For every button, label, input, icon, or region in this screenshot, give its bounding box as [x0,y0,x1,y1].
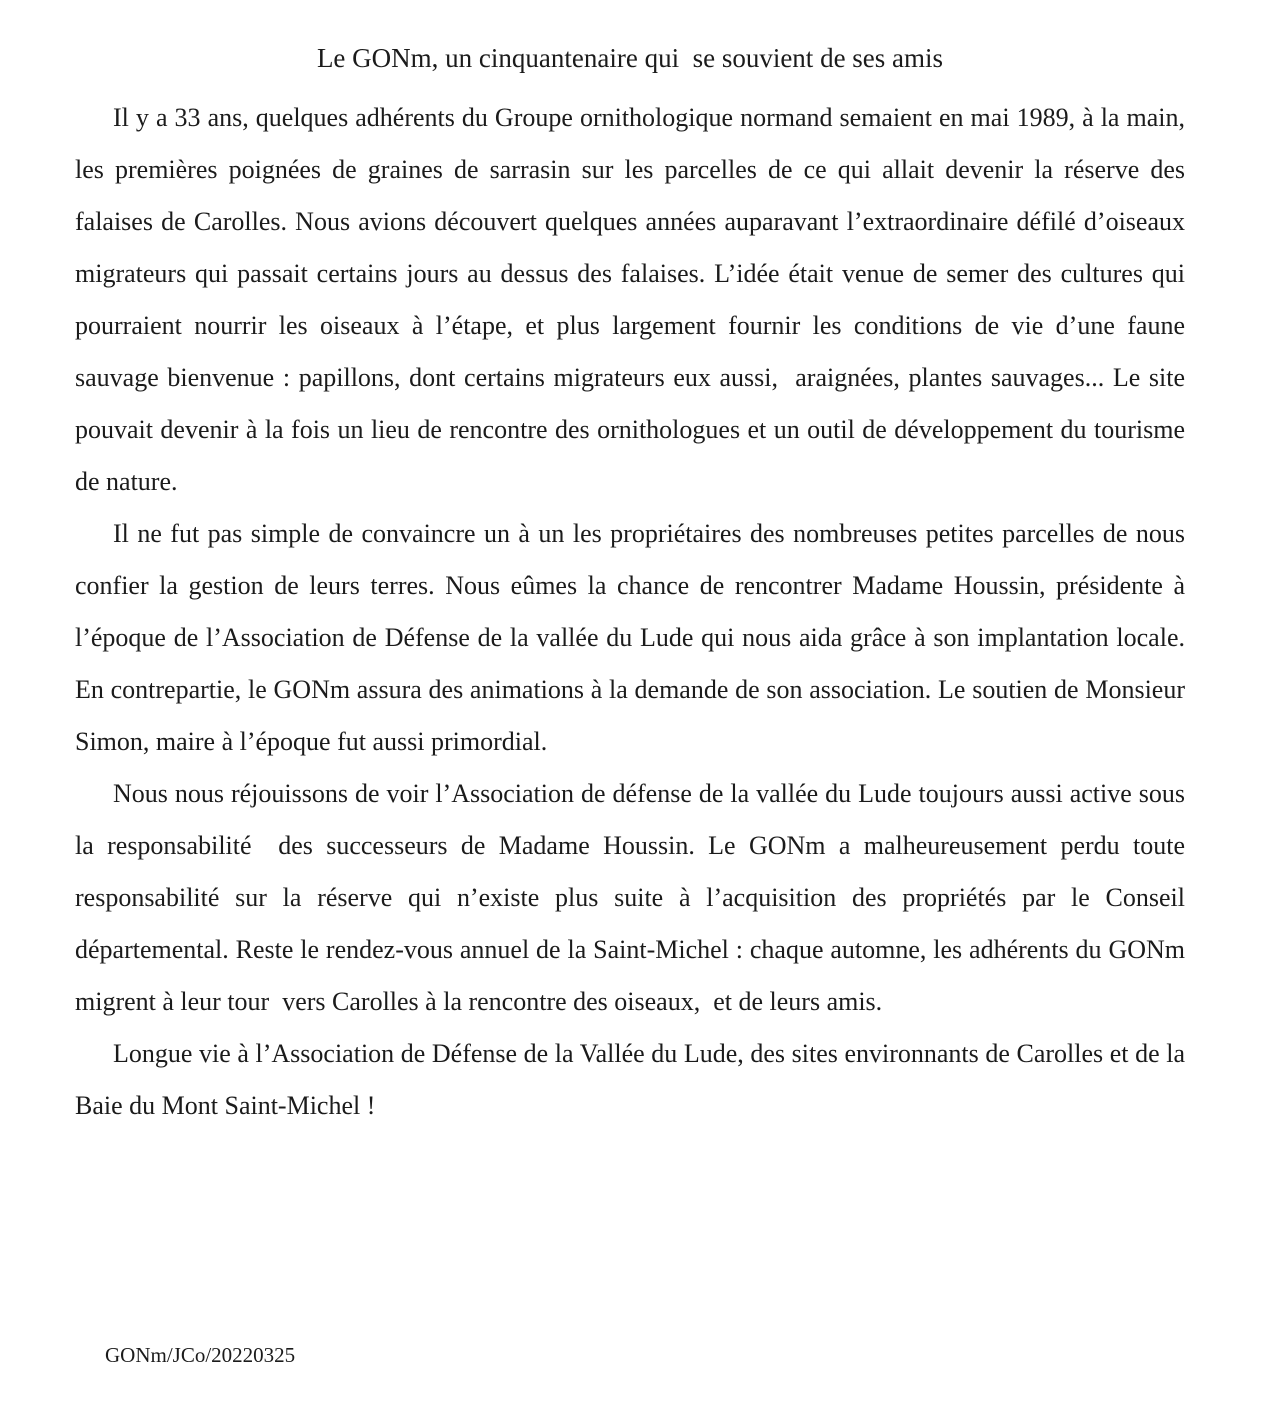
document-title: Le GONm, un cinquantenaire qui se souvient de ses amis [316,43,944,73]
paragraph-intro-semis-carolles: Il y a 33 ans, quelques adhérents du Groupe ornithologique normand semaient en mai 1989, à la main, les premières poignées de graines de sarrasin sur les parcelles de ce qui allait devenir la réserve des falaises de Carolles. Nous avions découvert quelques années auparavant l’extraordinaire défilé d’oiseaux migrateurs qui passait certains jours au dessus des falaises. L’idée était venue de semer des cultures qui pourraient nourrir les oiseaux à l’étape, et plus largement fournir les conditions de vie d’une faune sauvage bienvenue : papillons, dont certains migrateurs eux aussi, araignées, plantes sauvages... Le site pouvait devenir à la fois un lieu de rencontre des ornithologues et un outil de développement du tourisme de nature. [75,103,1192,496]
document-body [75,38,1192,1132]
footer-reference: GONm/JCo/20220325 [105,1343,296,1367]
paragraph-association-reserve: Nous nous réjouissons de voir l’Association de défense de la vallée du Lude toujours aussi active sous la responsabilité des successeurs de Madame Houssin. Le GONm a malheureusement perdu toute responsabilité sur la réserve qui n’existe plus suite à l’acquisition des propriétés par le Conseil départemental. Reste le rendez-vous annuel de la Saint-Michel : chaque automne, les adhérents du GONm migrent à leur tour vers Carolles à la rencontre des oiseaux, et de leurs amis. [75,779,1192,1016]
paragraph-proprietaires-houssin: Il ne fut pas simple de convaincre un à un les propriétaires des nombreuses petites parcelles de nous confier la gestion de leurs terres. Nous eûmes la chance de rencontrer Madame Houssin, présidente à l’époque de l’Association de Défense de la vallée du Lude qui nous aida grâce à son implantation locale. En contrepartie, le GONm assura des animations à la demande de son association. Le soutien de Monsieur Simon, maire à l’époque fut aussi primordial. [75,519,1192,756]
paragraph-longue-vie: Longue vie à l’Association de Défense de la Vallée du Lude, des sites environnants de Carolles et de la Baie du Mont Saint-Michel ! [75,1039,1192,1120]
